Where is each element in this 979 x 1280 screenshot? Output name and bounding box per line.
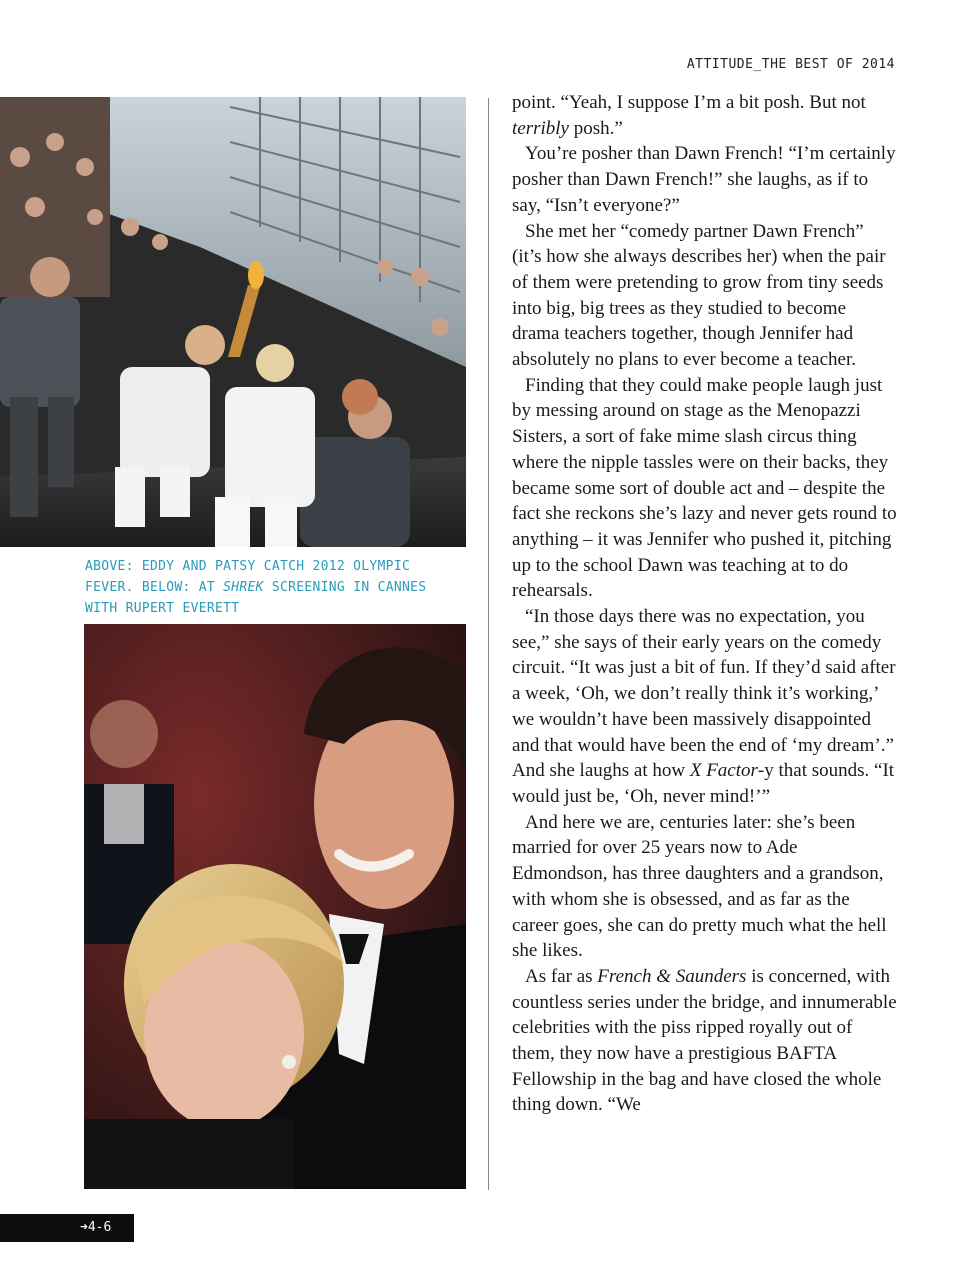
p7-text-a: As far as: [525, 965, 598, 987]
p1-text-a: point. “Yeah, I suppose I’m a bit posh. But not: [512, 92, 866, 113]
column-rule: [488, 98, 489, 1190]
p5-text-a: “In those days there was no expectation, you see,” she says of their early years on the comedy circuit. “It was just a bit of fun. If they’d said after a week, ‘Oh, we don’t really think it’s working,’ we wouldn’t have been massively disappointed and that would have been the end of ‘my dream’.” And she laughs at how: [512, 606, 896, 782]
article-body: [512, 90, 897, 1118]
page-folio: ➜4-6: [0, 1214, 134, 1242]
p7-text-b: is concerned, with countless series under the bridge, and innumerable celebrities with the piss ripped royally out of them, they now have a prestigious BAFTA Fellowship in the bag and have closed the whole thing down. “We: [512, 965, 897, 1116]
article-paragraph-1: [512, 90, 897, 141]
olympic-torch-photo: [0, 97, 466, 547]
caption-text-1: ABOVE: EDDY AND PATSY CATCH 2012 OLYMPIC FEVER. BELOW: AT: [85, 559, 411, 595]
article-paragraph-2: You’re posher than Dawn French! “I’m certainly posher than Dawn French!” she laughs, as if to say, “Isn’t everyone?”: [512, 143, 896, 216]
p5-text-b: -y that sounds. “It would just be, ‘Oh, never mind!’”: [512, 760, 895, 807]
p1-text-b: posh.”: [569, 117, 623, 139]
article-paragraph-4: Finding that they could make people laugh just by messing around on stage as the Menopazzi Sisters, a sort of fake mime slash circus thing where the nipple tassles were on their backs, they became some sort of double act and – despite the fact she reckons she’s lazy and never gets round to anything – it was Jennifer who pushed it, pitching up to the school Dawn was teaching at to do rehearsals.: [512, 374, 897, 602]
running-header: ATTITUDE_THE BEST OF 2014: [686, 57, 895, 72]
caption-text-2: SCREENING IN CANNES WITH RUPERT EVERETT: [85, 580, 427, 616]
p7-emphasis: French & Saunders: [597, 965, 747, 987]
p5-emphasis: X Factor: [689, 760, 758, 782]
article-paragraph-3: She met her “comedy partner Dawn French” (it’s how she always describes her) when the pair of them were pretending to grow from tiny seeds into big, big trees as they studied to become drama teachers together, though Jennifer had absolutely no plans to ever become a teacher.: [512, 220, 886, 371]
photo-caption: [85, 556, 455, 619]
p1-emphasis: terribly: [512, 117, 569, 139]
article-paragraph-5: [512, 604, 897, 810]
caption-film-title: SHREK: [223, 580, 264, 595]
cannes-screening-photo: [84, 624, 466, 1189]
article-paragraph-7: [512, 964, 897, 1118]
article-paragraph-6: And here we are, centuries later: she’s been married for over 25 years now to Ade Edmondson, has three daughters and a grandson, with whom she is obsessed, and as far as the career goes, she can do pretty much what the hell she likes.: [512, 811, 887, 962]
